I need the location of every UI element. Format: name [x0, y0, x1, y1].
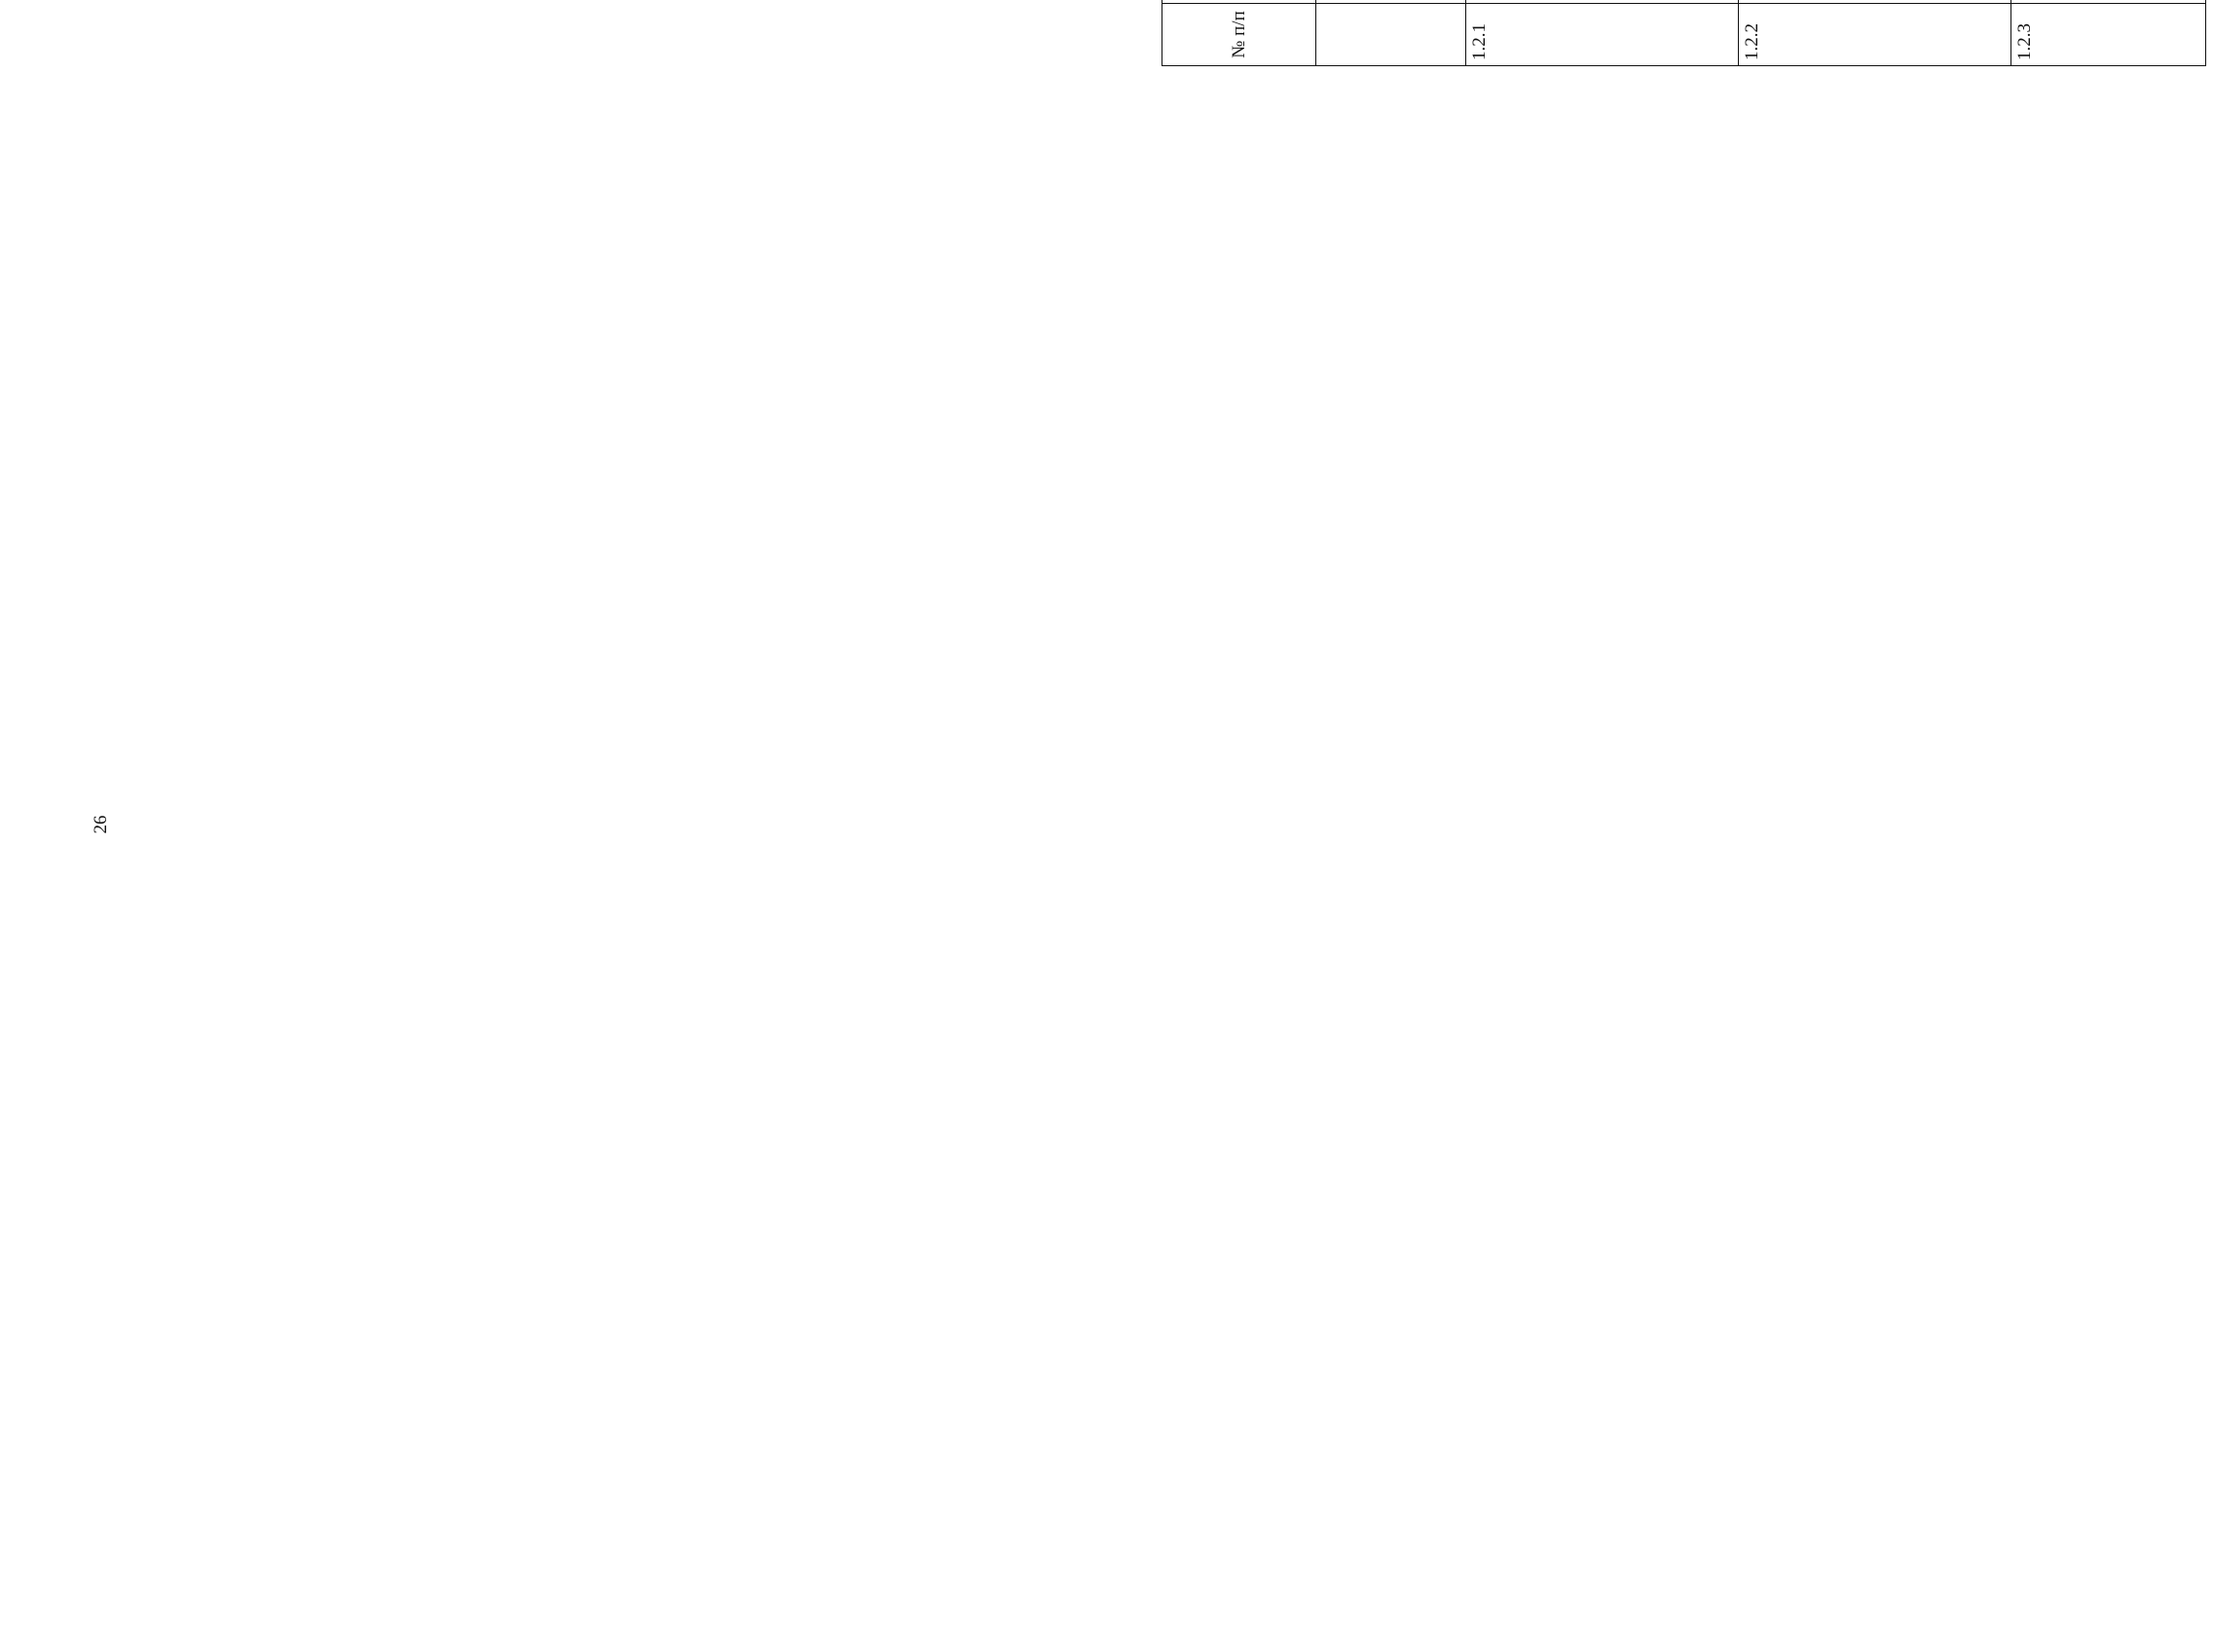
row-name [1316, 0, 1466, 4]
row-name [2011, 0, 2206, 4]
row-num: 1.2.1 [1466, 4, 1739, 66]
page-number: 26 [91, 815, 111, 834]
row-name [1466, 0, 1739, 4]
header-row-1 [1162, 0, 1246, 66]
table-row [2011, 0, 2206, 66]
row-num: 1.2.2 [1739, 4, 2011, 66]
header-name [1162, 0, 1316, 4]
row-name [1739, 0, 2011, 4]
table-row [1466, 0, 1739, 66]
table-row [1739, 0, 2011, 66]
row-num [1316, 4, 1466, 66]
table-row [1316, 0, 1466, 66]
row-num: 1.2.3 [2011, 4, 2206, 66]
schedule-table [1162, 0, 2206, 66]
header-num: № п/п [1162, 4, 1316, 66]
rotated-table-wrapper [1162, 0, 2213, 66]
